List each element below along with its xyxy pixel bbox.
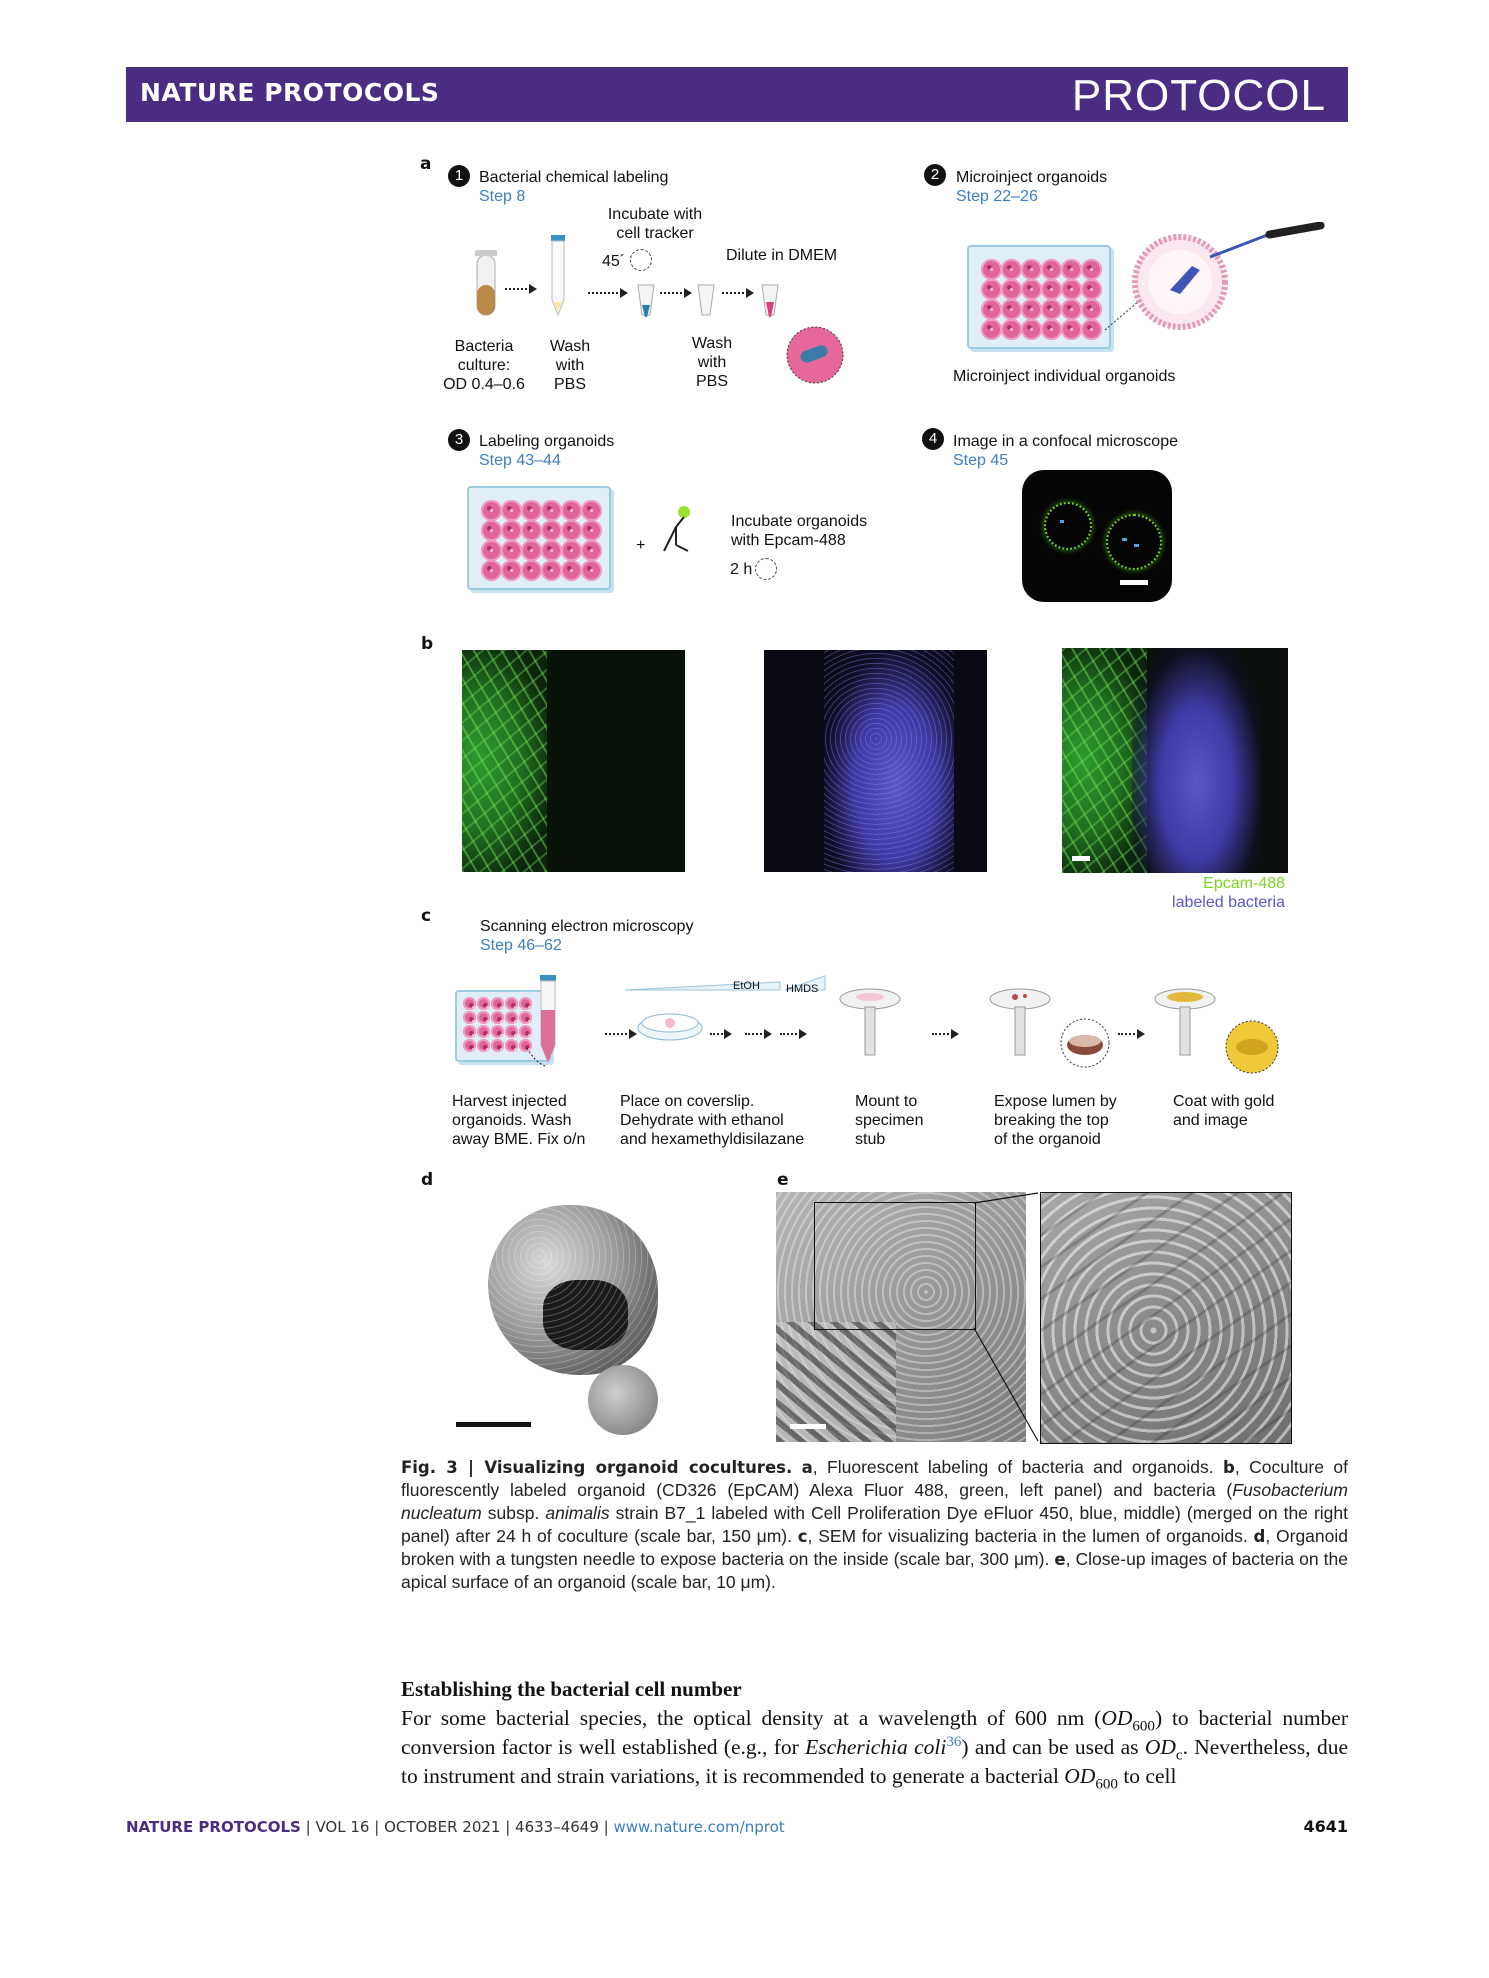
body-text-run: For some bacterial species, the optical density at a wavelength of 600 nm ( — [401, 1706, 1102, 1730]
body-text-run: . Nevertheless, due to instrument and strain variations, it is recommended to generate a bacterial — [401, 1735, 1348, 1788]
step3-incubate-label: Incubate organoids with Epcam-488 — [731, 513, 868, 549]
confocal-image-icon — [1022, 470, 1172, 602]
reference-link[interactable]: 36 — [946, 1733, 962, 1750]
arrow-icon — [710, 1033, 730, 1035]
caption-letter-a: a — [801, 1458, 813, 1477]
step4-title: Image in a confocal microscope — [953, 433, 1178, 450]
step-c2-label: Place on coverslip. Dehydrate with ethanol and hexamethyldisilazane — [620, 1093, 805, 1148]
step-c3-label: Mount to specimen stub — [855, 1093, 924, 1148]
section-heading: Establishing the bacterial cell number — [401, 1677, 742, 1701]
step1-number: 1 — [448, 165, 470, 187]
panel-letter-e: e — [777, 1170, 789, 1190]
step2-number: 2 — [924, 164, 946, 186]
body-text-run: ) to bacterial number conversion factor is well established (e.g., for — [401, 1706, 1348, 1759]
od-symbol: OD — [1101, 1706, 1133, 1730]
step1-wash1-label: Wash with PBS — [549, 338, 591, 393]
hmds-label: HMDS — [786, 983, 819, 995]
falcon-tube-icon — [551, 235, 565, 315]
step1-time: 45´ — [602, 253, 626, 270]
sem-image-closeup — [1040, 1192, 1292, 1444]
needle-icon — [1210, 234, 1270, 257]
etoh-label: EtOH — [733, 980, 760, 992]
step3-time: 2 h — [730, 561, 753, 578]
zoom-connector-lines — [970, 1192, 1040, 1442]
arrow-icon — [1118, 1033, 1143, 1035]
caption-e-text: , Close-up images of bacteria on the apical surface of an organoid (scale bar, 10 μm). — [401, 1549, 1348, 1592]
step3-title: Labeling organoids — [479, 433, 615, 450]
culture-tube-icon — [475, 250, 497, 315]
clock-icon — [755, 558, 777, 580]
legend-labeled-bacteria: labeled bacteria — [1172, 894, 1285, 911]
caption-letter-b: b — [1223, 1458, 1235, 1477]
eppendorf-tube-icon — [762, 285, 778, 317]
step2-caption: Microinject individual organoids — [953, 368, 1176, 385]
footer-url-link[interactable]: www.nature.com/nprot — [613, 1818, 785, 1836]
arrow-icon — [722, 292, 752, 294]
caption-letter-e: e — [1054, 1550, 1066, 1569]
dehydration-illustration — [620, 960, 830, 1055]
arrow-icon — [745, 1033, 770, 1035]
eppendorf-tube-icon — [698, 285, 714, 315]
arrow-icon — [660, 292, 690, 294]
footer-separator: | — [598, 1818, 614, 1836]
od-subscript: 600 — [1095, 1776, 1118, 1793]
step-c5-label: Coat with gold and image — [1173, 1093, 1275, 1129]
falcon-tube-icon — [525, 970, 565, 1070]
arrow-icon — [780, 1033, 805, 1035]
step1-dilute-label: Dilute in DMEM — [726, 247, 838, 264]
step1-title: Bacterial chemical labeling — [479, 169, 669, 186]
microinjection-illustration — [1100, 222, 1330, 352]
scale-bar — [1072, 856, 1090, 861]
well-plate — [967, 245, 1111, 349]
figure-title: Fig. 3 | Visualizing organoid cocultures. — [401, 1458, 793, 1477]
specimen-stub-icon — [835, 985, 905, 1060]
step2-step-link[interactable]: Step 22–26 — [956, 188, 1038, 205]
journal-header-bar — [126, 67, 1348, 122]
caption-c-text: , SEM for visualizing bacteria in the lumen of organoids. — [807, 1526, 1254, 1546]
step3-number: 3 — [448, 429, 470, 451]
scale-bar — [456, 1422, 531, 1427]
footer-journal: NATURE PROTOCOLS — [126, 1818, 301, 1836]
odc-symbol: OD — [1144, 1735, 1176, 1759]
species-name: Escherichia coli — [805, 1735, 947, 1759]
panel-letter-c: c — [421, 906, 432, 926]
micrograph-blue-bacteria — [764, 650, 987, 872]
page-footer — [126, 1818, 785, 1836]
gold-coat-icon — [1150, 985, 1280, 1080]
panel-letter-b: b — [421, 634, 434, 654]
caption-b-text: subsp. — [481, 1503, 546, 1523]
step1-incubate-label: Incubate with cell tracker — [607, 206, 703, 242]
od-symbol: OD — [1064, 1764, 1096, 1788]
footer-separator: | — [500, 1818, 516, 1836]
panel-letter-d: d — [421, 1170, 434, 1190]
footer-volume: VOL 16 — [315, 1818, 370, 1836]
scale-bar — [790, 1424, 826, 1429]
arrow-icon — [932, 1033, 957, 1035]
panel-letter-a: a — [420, 154, 432, 174]
arrow-icon — [505, 288, 535, 290]
sem-image-broken-organoid — [448, 1185, 693, 1443]
scale-bar — [1120, 580, 1148, 585]
caption-species-name: Fusobacterium nucleatum — [401, 1480, 1348, 1523]
body-text-run: to cell — [1117, 1764, 1177, 1788]
step4-step-link[interactable]: Step 45 — [953, 452, 1009, 469]
page-number: 4641 — [1303, 1817, 1348, 1836]
journal-name: NATURE PROTOCOLS — [140, 78, 440, 107]
eppendorf-tube-icon — [638, 285, 654, 317]
step2-title: Microinject organoids — [956, 169, 1108, 186]
footer-separator: | — [300, 1818, 316, 1836]
step3-step-link[interactable]: Step 43–44 — [479, 452, 561, 469]
step4-number: 4 — [922, 428, 944, 450]
injector-icon — [1265, 222, 1325, 239]
legend-epcam: Epcam-488 — [1203, 875, 1285, 892]
panel-c-title: Scanning electron microscopy — [480, 918, 694, 935]
step-c1-label: Harvest injected organoids. Wash away BME. Fix o/n — [452, 1093, 586, 1148]
plus-sign: + — [636, 537, 646, 554]
caption-d-text: , Organoid broken with a tungsten needle to expose bacteria on the inside (scale bar, 300 μm). — [401, 1526, 1348, 1569]
figure-caption — [401, 1456, 1348, 1594]
caption-letter-c: c — [797, 1527, 808, 1546]
zoom-line — [1105, 300, 1140, 330]
step1-culture-label: Bacteria culture: OD 0.4–0.6 — [443, 338, 525, 393]
body-text-run: ) and can be used as — [961, 1735, 1145, 1759]
body-paragraph — [401, 1704, 1348, 1791]
footer-date: OCTOBER 2021 — [384, 1818, 501, 1836]
step1-wash2-label: Wash with PBS — [691, 335, 733, 390]
article-type: PROTOCOL — [1071, 71, 1326, 120]
caption-b-text: , Coculture of fluorescently labeled organoid (CD326 (EpCAM) Alexa Fluor 488, green, left panel) and bacteria ( — [401, 1457, 1348, 1500]
well-plate — [467, 486, 611, 590]
caption-b-text: strain B7_1 labeled with Cell Proliferation Dye eFluor 450, blue, middle) (merged on the right panel) after 24 h of coculture (scale bar, 150 μm). — [401, 1503, 1348, 1546]
antibody-icon — [660, 505, 692, 555]
bacteria-zoom-icon — [787, 327, 843, 383]
step-c4-label: Expose lumen by breaking the top of the organoid — [994, 1093, 1117, 1148]
odc-subscript: c — [1175, 1747, 1183, 1764]
micrograph-merged — [1062, 648, 1288, 873]
caption-letter-d: d — [1253, 1527, 1266, 1546]
footer-separator: | — [369, 1818, 385, 1836]
micrograph-green-epcam — [462, 650, 685, 872]
panel-c-step-link[interactable]: Step 46–62 — [480, 937, 562, 954]
caption-a-text: , Fluorescent labeling of bacteria and organoids. — [812, 1457, 1224, 1477]
caption-subspecies-name: animalis — [545, 1503, 610, 1523]
expose-lumen-icon — [985, 985, 1115, 1075]
zoom-region-box — [814, 1202, 976, 1330]
od-subscript: 600 — [1132, 1718, 1155, 1735]
step1-step-link[interactable]: Step 8 — [479, 188, 526, 205]
arrow-icon — [588, 292, 626, 294]
footer-pages: 4633–4649 — [515, 1818, 599, 1836]
